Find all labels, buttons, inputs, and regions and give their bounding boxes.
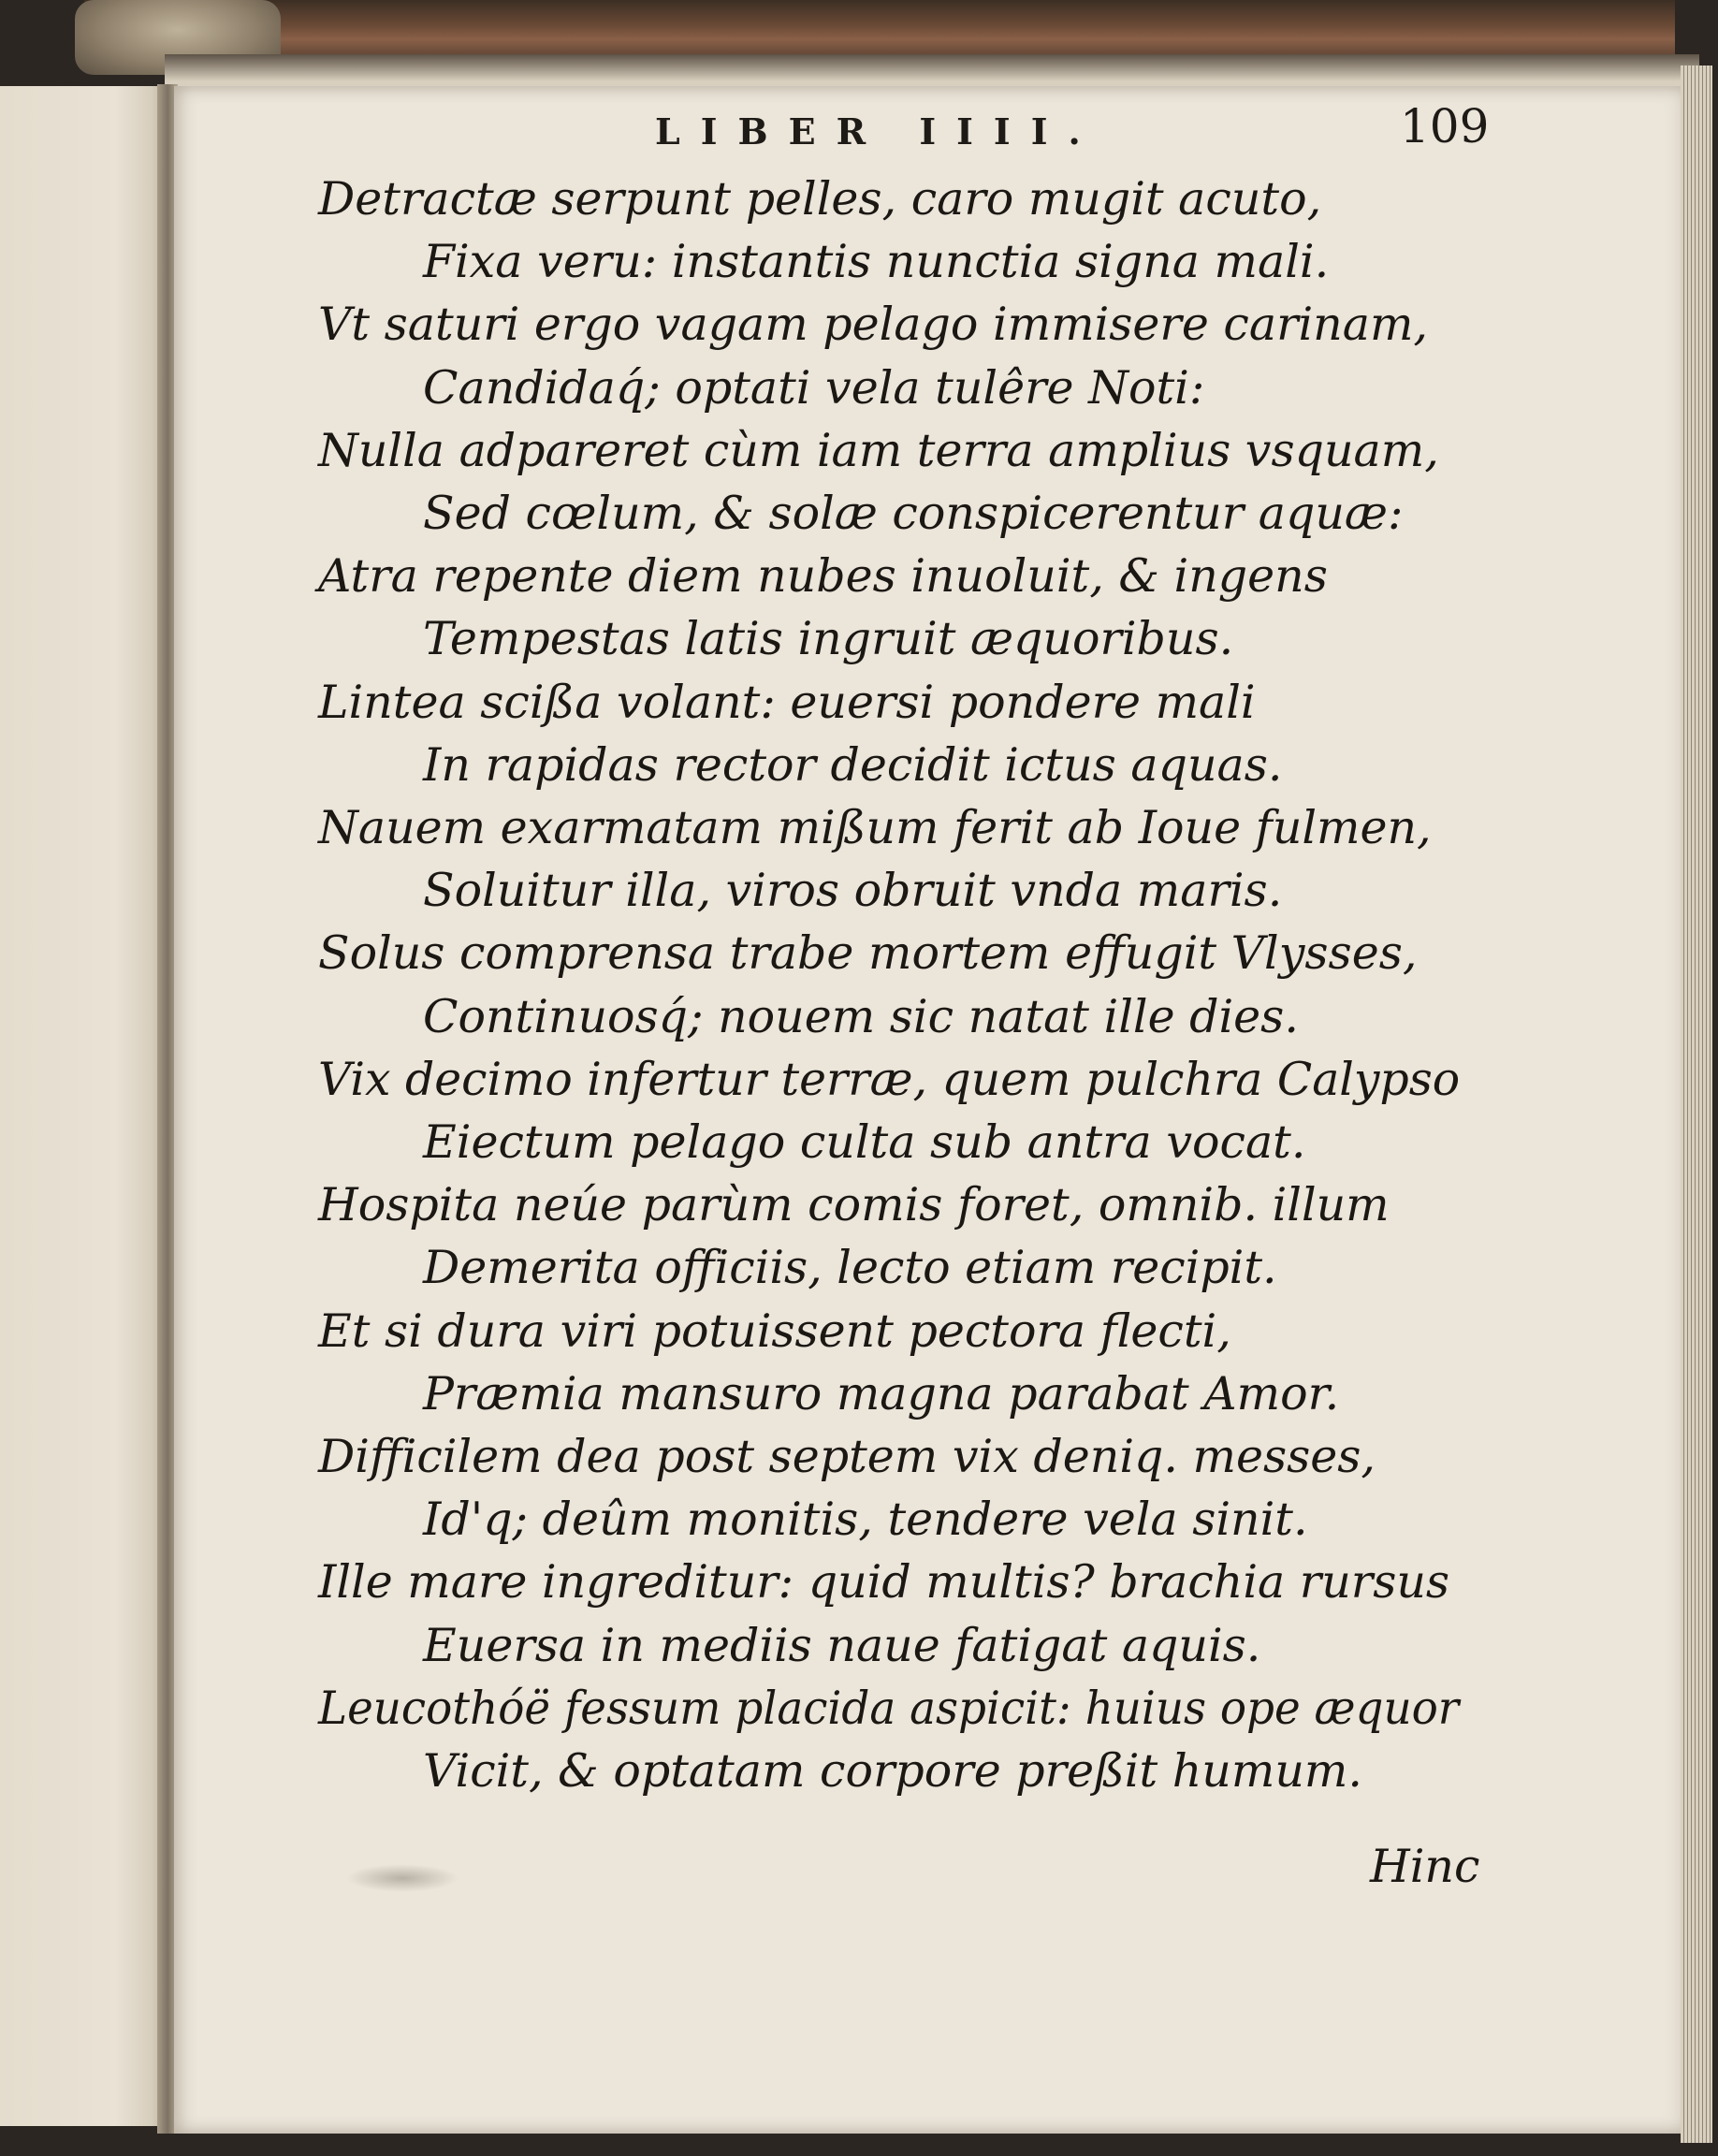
verse-line-pentameter: Præmia mansuro magna parabat Amor. [423, 1366, 1340, 1420]
verse-line-pentameter: Demerita officiis, lecto etiam recipit. [423, 1241, 1277, 1295]
verse-line-hexameter: Nauem exarmatam mißum ferit ab Ioue fulmen, [318, 801, 1432, 854]
verse-line-pentameter: Vicit, & optatam corpore preßit humum. [423, 1744, 1362, 1798]
running-head: LIBER IIII. [655, 110, 1101, 153]
verse-line-pentameter: Id'q; deûm monitis, tendere vela sinit. [423, 1493, 1308, 1547]
left-facing-page [0, 86, 165, 2126]
verse-line-hexameter: Vix decimo infertur terræ, quem pulchra Calypso [318, 1052, 1461, 1106]
verse-line-hexameter: Nulla adpareret cùm iam terra amplius vsquam, [318, 423, 1439, 477]
page-number: 109 [1400, 99, 1490, 153]
page-edges [1681, 66, 1712, 2143]
verse-line-hexameter: Detractæ serpunt pelles, caro mugit acuto, [318, 172, 1322, 226]
verse-line-pentameter: Euersa in mediis naue fatigat aquis. [423, 1618, 1261, 1672]
verse-line-hexameter: Vt saturi ergo vagam pelago immisere carinam, [318, 298, 1428, 352]
verse-line-hexameter: Ille mare ingreditur: quid multis? brachia rursus [318, 1555, 1450, 1610]
catchword: Hinc [1370, 1840, 1480, 1893]
verse-line-hexameter: Difficilem dea post septem vix deniq. messes, [318, 1430, 1376, 1483]
verse-line-pentameter: Soluitur illa, viros obruit vnda maris. [423, 864, 1283, 918]
verse-line-pentameter: Continuosq́; nouem sic natat ille dies. [423, 989, 1299, 1043]
verse-line-pentameter: Eiectum pelago culta sub antra vocat. [423, 1115, 1306, 1169]
page-top-edge [165, 54, 1699, 88]
verse-line-hexameter: Solus comprensa trabe mortem effugit Vlysses, [318, 926, 1418, 981]
verse-line-pentameter: In rapidas rector decidit ictus aquas. [423, 737, 1283, 792]
verse-line-hexameter: Atra repente diem nubes inuoluit, & ingens [318, 549, 1328, 604]
verse-line-pentameter: Tempestas latis ingruit æquoribus. [423, 612, 1234, 666]
verse-line-pentameter: Fixa veru: instantis nunctia signa mali. [423, 235, 1330, 289]
ink-smudge [346, 1864, 459, 1892]
verse-line-hexameter: Leucothóë fessum placida aspicit: huius ope æquor [318, 1681, 1460, 1735]
verse-line-hexameter: Hospita neúe parùm comis foret, omnib. illum [318, 1178, 1390, 1232]
verse-line-hexameter: Lintea scißa volant: euersi pondere mali [318, 675, 1256, 729]
verse-line-hexameter: Et si dura viri potuissent pectora flecti, [318, 1304, 1231, 1358]
verse-line-pentameter: Sed cœlum, & solæ conspicerentur aquæ: [423, 487, 1404, 540]
verse-line-pentameter: Candidaq́; optati vela tulêre Noti: [423, 360, 1205, 415]
